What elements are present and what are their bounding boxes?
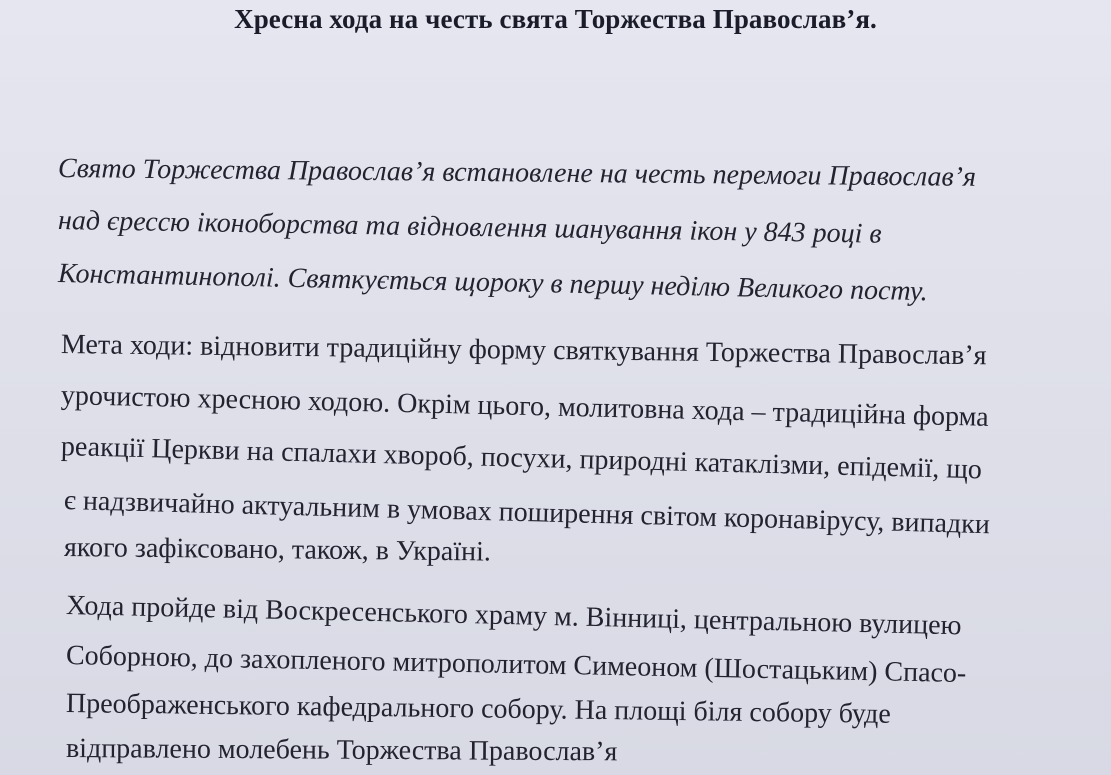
paragraph-3-line-4: відправлено молебень Торжества Православ’я	[65, 733, 618, 768]
paragraph-2-line-3: реакції Церкви на спалахи хвороб, посухи, природні катаклізми, епідемії, що	[60, 431, 983, 486]
paragraph-3-line-3: Преображенського кафедрального собору. На площі біля собору буде	[65, 688, 891, 730]
paragraph-2-line-5: якого зафіксовано, також, в Україні.	[63, 532, 492, 568]
paragraph-2-line-1: Мета ходи: відновити традиційну форму святкування Торжества Православ’я	[60, 329, 987, 372]
paragraph-3-line-2: Соборною, до захопленого митрополитом Симеоном (Шостацьким) Спасо-	[65, 640, 967, 690]
document-title: Хресна хода на честь свята Торжества Православ’я.	[234, 4, 877, 34]
paragraph-2-line-4: є надзвичайно актуальним в умовах поширення світом коронавірусу, випадки	[63, 485, 991, 541]
paragraph-1-line-2: над єрессю іконоборства та відновлення шанування ікон у 843 році в	[57, 205, 882, 250]
paragraph-3-line-1: Хода пройде від Воскресенського храму м. Вінниці, центральною вулицею	[65, 590, 962, 642]
paragraph-2-line-2: урочистою хресною ходою. Окрім цього, молитовна хода – традиційна форма	[60, 380, 989, 433]
paragraph-1-line-3: Константинополі. Святкується щороку в першу неділю Великого посту.	[57, 258, 928, 308]
paragraph-1-line-1: Свято Торжества Православ’я встановлене на честь перемоги Православ’я	[57, 153, 977, 193]
